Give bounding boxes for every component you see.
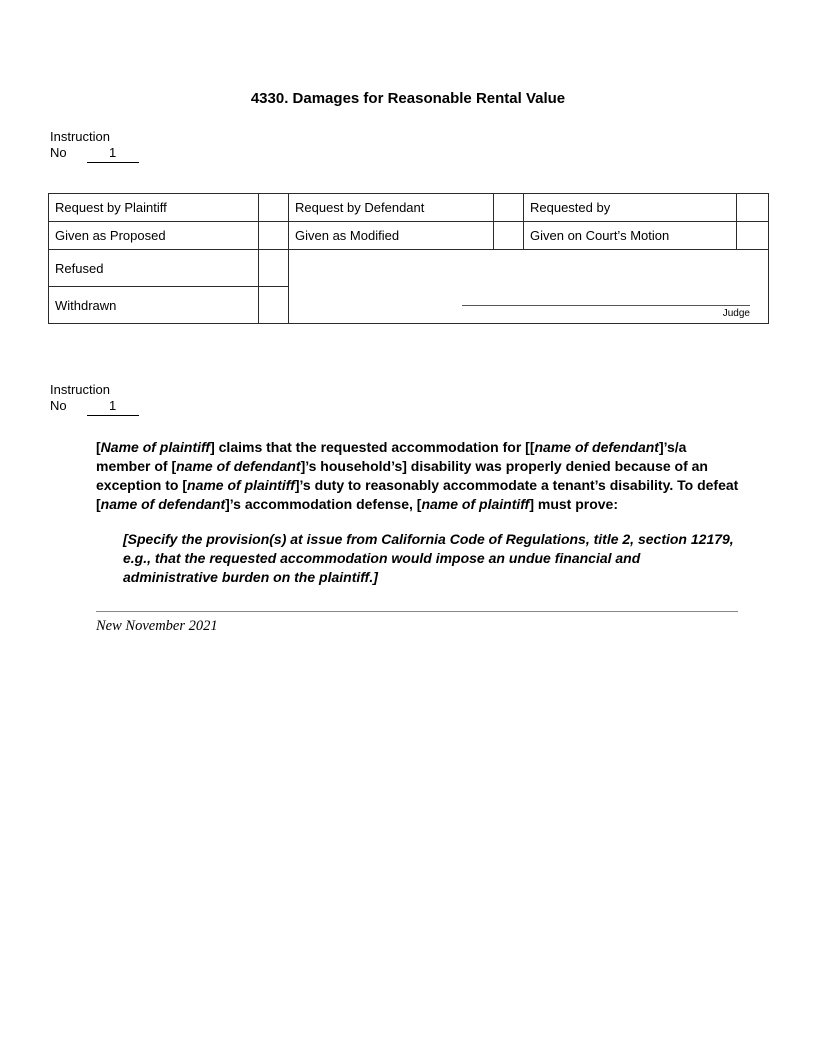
cell-given-as-proposed: Given as Proposed xyxy=(49,222,259,250)
mark-cell-given-as-modified xyxy=(494,222,524,250)
footer-divider xyxy=(96,611,738,612)
judge-label: Judge xyxy=(722,308,750,319)
instruction-number-block-top xyxy=(50,129,816,163)
instruction-directive-paragraph: [Specify the provision(s) at issue from California Code of Regulations, title 2, section 12179, e.g., that the requested accommodation would impose an undue financial and administrative burden on the plaintiff.] xyxy=(123,531,734,585)
cell-withdrawn: Withdrawn xyxy=(49,287,259,324)
judge-signature-area xyxy=(295,252,762,321)
mark-cell-given-on-courts-motion xyxy=(737,222,769,250)
judge-signature-cell xyxy=(289,250,769,324)
no-label: No xyxy=(50,145,67,160)
instruction-number-block-bottom xyxy=(50,382,816,416)
cell-request-by-defendant: Request by Defendant xyxy=(289,194,494,222)
cell-requested-by: Requested by xyxy=(524,194,737,222)
revision-note: New November 2021 xyxy=(96,618,218,634)
document-title: 4330. Damages for Reasonable Rental Value xyxy=(250,90,566,107)
instruction-number-line xyxy=(50,145,816,163)
instruction-label: Instruction xyxy=(50,129,110,144)
instruction-number-line xyxy=(50,398,816,416)
instruction-label: Instruction xyxy=(50,382,110,397)
mark-cell-withdrawn xyxy=(259,287,289,324)
judge-signature-line xyxy=(462,305,750,306)
instruction-number-value: 1 xyxy=(87,398,139,416)
mark-cell-given-as-proposed xyxy=(259,222,289,250)
cell-given-as-modified: Given as Modified xyxy=(289,222,494,250)
mark-cell-request-by-defendant xyxy=(494,194,524,222)
no-label: No xyxy=(50,398,67,413)
cell-refused: Refused xyxy=(49,250,259,287)
instruction-paragraph: [Name of plaintiff] claims that the requested accommodation for [[name of defendant]’s/a member of [name of defendant]’s household’s] disability was properly denied because of an exception to [name of plaintiff]’s duty to reasonably accommodate a tenant’s disability. To defeat [name of defendant]’s accommodation defense, [name of plaintiff] must prove: xyxy=(96,439,739,512)
instruction-body xyxy=(96,438,744,587)
mark-cell-requested-by xyxy=(737,194,769,222)
instruction-status-table xyxy=(48,193,769,324)
mark-cell-refused xyxy=(259,250,289,287)
instruction-number-value: 1 xyxy=(87,145,139,163)
cell-request-by-plaintiff: Request by Plaintiff xyxy=(49,194,259,222)
cell-given-on-courts-motion: Given on Court’s Motion xyxy=(524,222,737,250)
mark-cell-request-by-plaintiff xyxy=(259,194,289,222)
